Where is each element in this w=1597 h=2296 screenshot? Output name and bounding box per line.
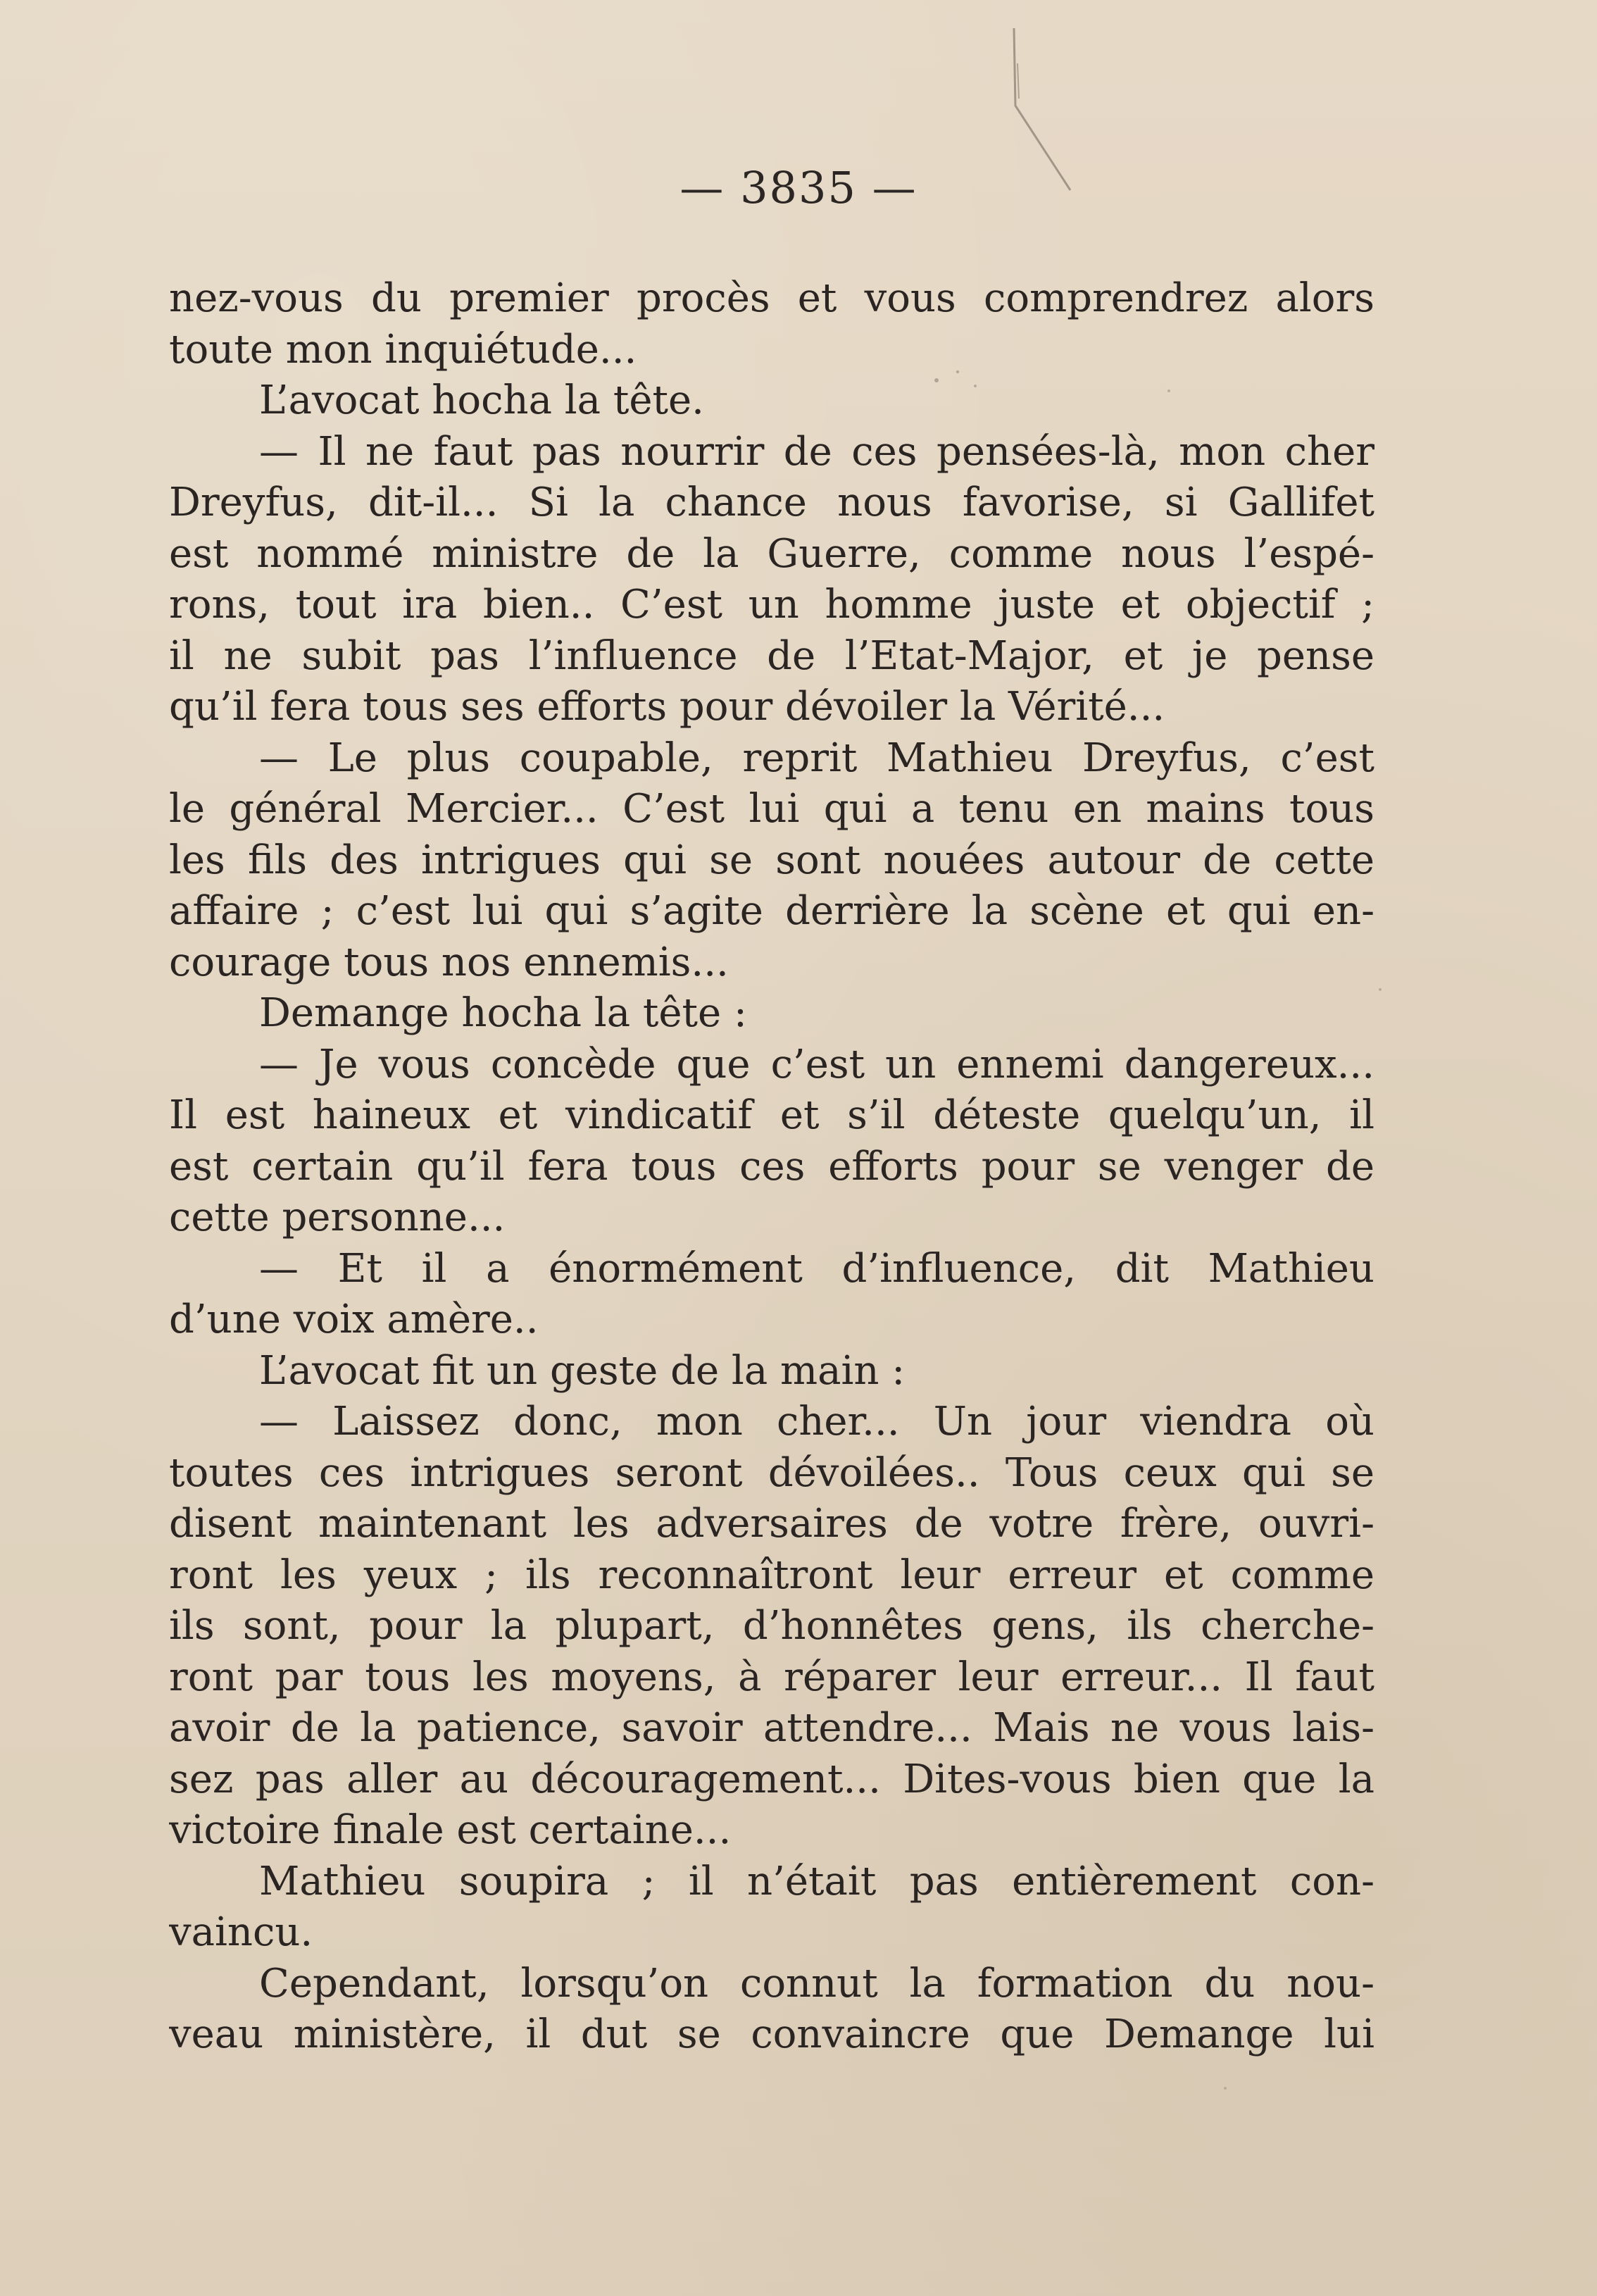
text-line: ront les yeux ; ils reconnaîtront leur erreur et comme: [169, 1552, 1374, 1598]
text-line: ils sont, pour la plupart, d’honnêtes gens, ils cherche-: [169, 1603, 1374, 1649]
text-line: veau ministère, il dut se convaincre que Demange lui: [169, 2011, 1374, 2057]
crease-mark-2: [1017, 63, 1019, 99]
text-line: est certain qu’il fera tous ces efforts pour se venger de: [169, 1143, 1374, 1190]
text-line: — Le plus coupable, reprit Mathieu Dreyfus, c’est: [259, 735, 1374, 781]
text-line: L’avocat hocha la tête.: [259, 378, 704, 423]
text-line: Cependant, lorsqu’on connut la formation du nou-: [259, 1960, 1374, 2007]
text-line: disent maintenant les adversaires de votre frère, ouvri-: [169, 1501, 1374, 1547]
text-line: sez pas aller au découragement... Dites-vous bien que la: [169, 1756, 1374, 1802]
text-line: qu’il fera tous ses efforts pour dévoiler la Vérité...: [169, 684, 1165, 730]
text-line: — Il ne faut pas nourrir de ces pensées-là, mon cher: [259, 428, 1374, 475]
paper-speck: [1224, 2087, 1227, 2090]
text-line: le général Mercier... C’est lui qui a tenu en mains tous: [169, 786, 1374, 832]
text-line: d’une voix amère..: [169, 1297, 539, 1342]
text-line: — Et il a énormément d’influence, dit Mathieu: [259, 1245, 1374, 1292]
text-line: vaincu.: [169, 1909, 313, 1955]
text-line: toutes ces intrigues seront dévoilées.. Tous ceux qui se: [169, 1449, 1374, 1496]
text-line: affaire ; c’est lui qui s’agite derrière la scène et qui en-: [169, 888, 1374, 934]
text-line: L’avocat fit un geste de la main :: [259, 1347, 906, 1394]
page-number: — 3835 —: [679, 162, 918, 213]
text-line: les fils des intrigues qui se sont nouées autour de cette: [169, 837, 1374, 883]
text-line: est nommé ministre de la Guerre, comme nous l’espé-: [169, 530, 1374, 577]
paper-speck: [1379, 988, 1382, 991]
text-line: Dreyfus, dit-il... Si la chance nous favorise, si Gallifet: [169, 480, 1374, 525]
text-line: cette personne...: [169, 1194, 506, 1240]
text-line: toute mon inquiétude...: [169, 326, 637, 373]
text-line: avoir de la patience, savoir attendre... Mais ne vous lais-: [169, 1705, 1374, 1751]
text-line: ront par tous les moyens, à réparer leur erreur... Il faut: [169, 1654, 1374, 1700]
text-line: — Je vous concède que c’est un ennemi dangereux...: [259, 1041, 1374, 1087]
text-line: il ne subit pas l’influence de l’Etat-Major, et je pense: [169, 632, 1374, 679]
body-text: [169, 273, 1374, 2061]
text-line: courage tous nos ennemis...: [169, 939, 729, 985]
text-line: victoire finale est certaine...: [169, 1807, 732, 1853]
text-line: Mathieu soupira ; il n’était pas entièrement con-: [259, 1858, 1374, 1904]
text-line: nez-vous du premier procès et vous comprendrez alors: [169, 275, 1374, 321]
text-line: rons, tout ira bien.. C’est un homme juste et objectif ;: [169, 582, 1374, 628]
text-line: — Laissez donc, mon cher... Un jour viendra où: [259, 1399, 1374, 1445]
text-line: Demange hocha la tête :: [259, 990, 747, 1036]
text-line: Il est haineux et vindicatif et s’il déteste quelqu’un, il: [169, 1092, 1374, 1138]
